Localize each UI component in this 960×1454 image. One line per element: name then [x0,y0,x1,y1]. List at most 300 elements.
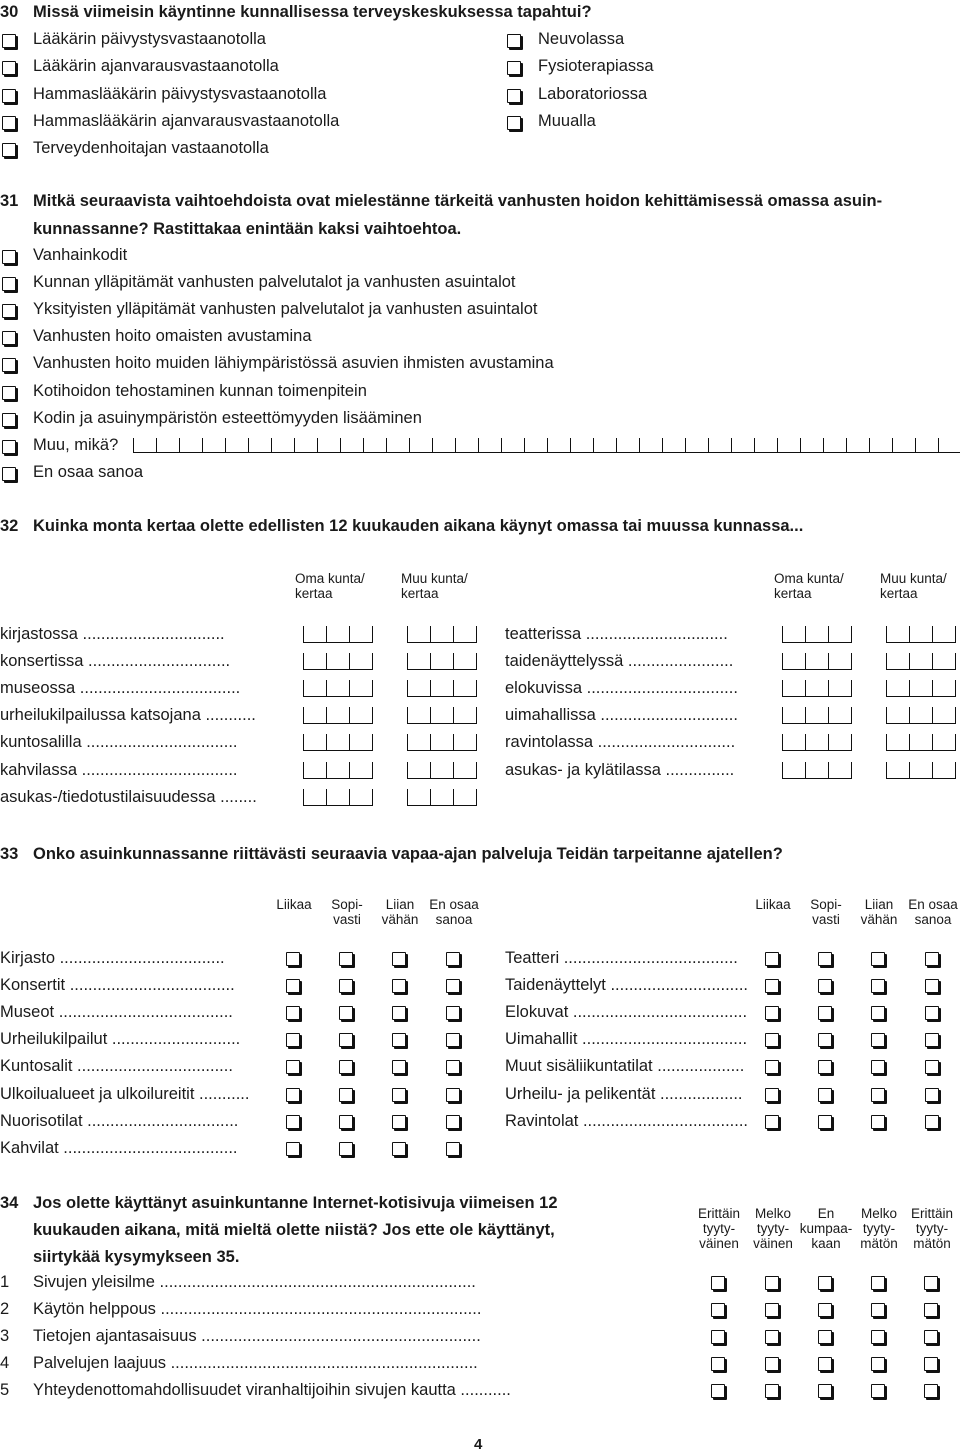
service-label: Kuntosalit .................................. [0,1057,233,1076]
rating-checkbox[interactable] [765,1115,779,1129]
scale-header-line: mätön [913,1236,951,1251]
scale-header [317,897,377,927]
other-count-field[interactable] [407,762,477,780]
rating-checkbox[interactable] [925,979,939,993]
digit-cell[interactable] [886,653,909,670]
question-header [0,840,960,868]
digit-cell[interactable] [932,707,956,724]
rating-checkbox[interactable] [818,1303,832,1317]
rating-checkbox[interactable] [392,1088,406,1102]
option-label: Kunnan ylläpitämät vanhusten palvelutalot ja vanhusten asuintalot [33,273,516,292]
char-cell[interactable] [846,438,869,453]
rating-checkbox[interactable] [392,1006,406,1020]
char-cell[interactable] [386,438,409,453]
rating-checkbox[interactable] [924,1384,938,1398]
digit-cell[interactable] [782,707,805,724]
digit-cell[interactable] [909,762,932,779]
digit-cell[interactable] [909,626,932,643]
checkbox[interactable] [507,89,521,103]
rating-checkbox[interactable] [392,1060,406,1074]
digit-cell[interactable] [886,626,909,643]
rating-checkbox[interactable] [339,1006,353,1020]
rating-checkbox[interactable] [765,1276,779,1290]
digit-cell[interactable] [303,789,326,806]
place-label: uimahallissa .............................. [505,706,738,725]
scale-header-line: Melko [754,1206,791,1221]
digit-cell[interactable] [828,653,852,670]
char-cell[interactable] [501,438,524,453]
char-cell[interactable] [179,438,202,453]
rating-checkbox[interactable] [818,1276,832,1290]
rating-checkbox[interactable] [286,1033,300,1047]
digit-cell[interactable] [407,680,430,697]
option-row [0,463,960,485]
digit-cell[interactable] [828,626,852,643]
rating-checkbox[interactable] [924,1330,938,1344]
own-count-field[interactable] [782,762,852,780]
char-cell[interactable] [616,438,639,453]
rating-checkbox[interactable] [446,952,460,966]
scale-header [743,897,803,912]
rating-checkbox[interactable] [818,1088,832,1102]
digit-cell[interactable] [932,734,956,751]
char-cell[interactable] [754,438,777,453]
char-cell[interactable] [708,438,731,453]
rating-checkbox[interactable] [818,1330,832,1344]
rating-checkbox[interactable] [765,979,779,993]
rating-checkbox[interactable] [818,1357,832,1371]
rating-checkbox[interactable] [871,1330,885,1344]
digit-cell[interactable] [805,707,828,724]
column-header [401,571,481,601]
char-cell[interactable] [363,438,386,453]
scale-header-line: vähän [381,912,419,927]
scale-header-line: En [817,1206,835,1221]
own-count-field[interactable] [303,707,373,725]
own-count-field[interactable] [782,680,852,698]
checkbox[interactable] [2,250,16,264]
digit-cell[interactable] [303,680,326,697]
rating-checkbox[interactable] [711,1357,725,1371]
digit-cell[interactable] [326,653,349,670]
rating-checkbox[interactable] [924,1276,938,1290]
rating-checkbox[interactable] [765,1330,779,1344]
char-cell[interactable] [662,438,685,453]
digit-cell[interactable] [453,626,477,643]
column-header [774,571,854,601]
other-count-field[interactable] [886,707,956,725]
digit-cell[interactable] [349,789,373,806]
rating-checkbox[interactable] [871,1357,885,1371]
question-header [0,1189,680,1273]
other-count-field[interactable] [886,626,956,644]
own-count-field[interactable] [303,762,373,780]
rating-checkbox[interactable] [286,1088,300,1102]
digit-cell[interactable] [453,789,477,806]
rating-checkbox[interactable] [711,1330,725,1344]
char-cell[interactable] [731,438,754,453]
digit-cell[interactable] [909,680,932,697]
option-row [0,436,960,458]
rating-checkbox[interactable] [711,1384,725,1398]
option-row [0,409,960,431]
rating-checkbox[interactable] [446,1088,460,1102]
char-cell[interactable] [202,438,225,453]
question-title: Onko asuinkunnassanne riittävästi seuraavia vapaa-ajan palveluja Teidän tarpeitanne ajatellen? [33,845,783,863]
digit-cell[interactable] [782,653,805,670]
digit-cell[interactable] [303,734,326,751]
rating-checkbox[interactable] [818,1060,832,1074]
digit-cell[interactable] [909,707,932,724]
rating-checkbox[interactable] [925,1060,939,1074]
rating-checkbox[interactable] [871,1033,885,1047]
char-cell[interactable] [248,438,271,453]
rating-checkbox[interactable] [871,1060,885,1074]
rating-checkbox[interactable] [871,952,885,966]
digit-cell[interactable] [453,680,477,697]
rating-checkbox[interactable] [925,1033,939,1047]
digit-cell[interactable] [326,626,349,643]
digit-cell[interactable] [430,762,453,779]
other-count-field[interactable] [886,653,956,671]
rating-checkbox[interactable] [818,1006,832,1020]
rating-checkbox[interactable] [924,1303,938,1317]
place-label: konsertissa ............................... [0,652,231,671]
rating-checkbox[interactable] [446,1142,460,1156]
option-row [0,354,960,376]
rating-checkbox[interactable] [286,1006,300,1020]
char-cell[interactable] [271,438,294,453]
digit-cell[interactable] [782,734,805,751]
rating-checkbox[interactable] [392,979,406,993]
scale-header-line: Liikaa [755,897,791,912]
rating-checkbox[interactable] [871,1276,885,1290]
scale-header [903,897,960,927]
digit-cell[interactable] [453,762,477,779]
rating-checkbox[interactable] [765,1006,779,1020]
digit-cell[interactable] [909,653,932,670]
char-cell[interactable] [777,438,800,453]
rating-checkbox[interactable] [446,1115,460,1129]
rating-checkbox[interactable] [818,1033,832,1047]
digit-cell[interactable] [349,626,373,643]
digit-cell[interactable] [326,789,349,806]
scale-header-line: tyyty- [862,1221,896,1236]
option-label: Vanhusten hoito muiden lähiympäristössä asuvien ihmisten avustamina [33,354,554,373]
digit-cell[interactable] [303,626,326,643]
rating-checkbox[interactable] [339,1088,353,1102]
own-count-field[interactable] [303,789,373,807]
rating-checkbox[interactable] [446,979,460,993]
checkbox[interactable] [2,277,16,291]
digit-cell[interactable] [828,762,852,779]
other-count-field[interactable] [886,734,956,752]
rating-checkbox[interactable] [446,1033,460,1047]
digit-cell[interactable] [932,626,956,643]
digit-cell[interactable] [909,734,932,751]
rating-checkbox[interactable] [871,1384,885,1398]
own-count-field[interactable] [303,734,373,752]
rating-checkbox[interactable] [765,1033,779,1047]
digit-cell[interactable] [453,653,477,670]
option-row [0,139,480,161]
checkbox[interactable] [2,358,16,372]
checkbox[interactable] [2,440,16,454]
rating-checkbox[interactable] [871,1088,885,1102]
rating-checkbox[interactable] [871,979,885,993]
digit-cell[interactable] [886,734,909,751]
digit-cell[interactable] [782,762,805,779]
rating-checkbox[interactable] [286,1060,300,1074]
rating-checkbox[interactable] [446,1006,460,1020]
digit-cell[interactable] [407,653,430,670]
digit-cell[interactable] [326,762,349,779]
rating-checkbox[interactable] [286,979,300,993]
other-count-field[interactable] [407,707,477,725]
digit-cell[interactable] [349,762,373,779]
digit-cell[interactable] [430,707,453,724]
digit-cell[interactable] [886,762,909,779]
digit-cell[interactable] [886,707,909,724]
char-cell[interactable] [570,438,593,453]
other-count-field[interactable] [407,680,477,698]
question-header [0,187,960,243]
char-cell[interactable] [800,438,823,453]
column-header [295,571,375,601]
own-count-field[interactable] [303,653,373,671]
rating-checkbox[interactable] [765,952,779,966]
char-cell[interactable] [892,438,915,453]
digit-cell[interactable] [805,734,828,751]
rating-checkbox[interactable] [286,1115,300,1129]
rating-checkbox[interactable] [711,1276,725,1290]
digit-cell[interactable] [326,680,349,697]
char-cell[interactable] [225,438,248,453]
rating-checkbox[interactable] [765,1303,779,1317]
other-count-field[interactable] [886,680,956,698]
rating-checkbox[interactable] [765,1060,779,1074]
digit-cell[interactable] [932,680,956,697]
digit-cell[interactable] [782,626,805,643]
checkbox[interactable] [2,386,16,400]
rating-checkbox[interactable] [392,1033,406,1047]
rating-checkbox[interactable] [925,1006,939,1020]
rating-checkbox[interactable] [818,952,832,966]
digit-cell[interactable] [407,707,430,724]
char-cell[interactable] [133,438,156,453]
own-count-field[interactable] [782,707,852,725]
rating-checkbox[interactable] [871,1006,885,1020]
column-header-unit: kertaa [880,586,918,601]
checkbox[interactable] [2,61,16,75]
scale-header-line: vasti [333,912,361,927]
digit-cell[interactable] [453,734,477,751]
item-label: Sivujen yleisilme ..................................................................... [33,1273,476,1291]
rating-checkbox[interactable] [339,1142,353,1156]
rating-checkbox[interactable] [339,1060,353,1074]
place-label: elokuvissa ................................. [505,679,738,698]
digit-cell[interactable] [430,680,453,697]
digit-cell[interactable] [430,626,453,643]
rating-checkbox[interactable] [339,1033,353,1047]
scale-header-line: kumpaa- [799,1221,853,1236]
digit-cell[interactable] [805,626,828,643]
digit-cell[interactable] [453,707,477,724]
option-label: Terveydenhoitajan vastaanotolla [33,139,269,158]
service-label: Uimahallit .................................... [505,1030,748,1049]
option-row [0,30,480,52]
column-header-line: Oma kunta/ [774,571,844,586]
checkbox[interactable] [507,34,521,48]
scale-header-line: En osaa [429,897,479,912]
char-cell[interactable] [409,438,432,453]
rating-checkbox[interactable] [339,952,353,966]
digit-cell[interactable] [828,707,852,724]
checkbox[interactable] [2,116,16,130]
rating-checkbox[interactable] [925,952,939,966]
digit-cell[interactable] [805,653,828,670]
digit-cell[interactable] [326,734,349,751]
char-cell[interactable] [478,438,501,453]
digit-cell[interactable] [349,680,373,697]
digit-cell[interactable] [407,734,430,751]
rating-checkbox[interactable] [818,1115,832,1129]
checkbox[interactable] [507,116,521,130]
digit-cell[interactable] [886,680,909,697]
checkbox[interactable] [2,143,16,157]
rating-checkbox[interactable] [446,1060,460,1074]
question-title: siirtykää kysymykseen 35. [33,1248,240,1266]
digit-cell[interactable] [303,653,326,670]
own-count-field[interactable] [782,653,852,671]
char-cell[interactable] [823,438,846,453]
digit-cell[interactable] [326,707,349,724]
char-cell[interactable] [340,438,363,453]
digit-cell[interactable] [303,762,326,779]
rating-checkbox[interactable] [286,1142,300,1156]
char-cell[interactable] [639,438,662,453]
other-count-field[interactable] [407,626,477,644]
char-cell[interactable] [938,438,960,453]
rating-checkbox[interactable] [925,1115,939,1129]
digit-cell[interactable] [349,653,373,670]
digit-cell[interactable] [828,734,852,751]
checkbox[interactable] [507,61,521,75]
own-count-field[interactable] [782,626,852,644]
char-cell[interactable] [317,438,340,453]
digit-cell[interactable] [932,762,956,779]
option-label: Vanhainkodit [33,246,128,264]
column-header-line: Muu kunta/ [401,571,468,586]
char-cell[interactable] [432,438,455,453]
rating-checkbox[interactable] [871,1303,885,1317]
column-header-unit: kertaa [774,586,812,601]
digit-cell[interactable] [407,789,430,806]
rating-checkbox[interactable] [925,1088,939,1102]
scale-header-line: sanoa [435,912,473,927]
rating-checkbox[interactable] [339,979,353,993]
rating-checkbox[interactable] [392,1115,406,1129]
rating-checkbox[interactable] [392,952,406,966]
digit-cell[interactable] [349,707,373,724]
digit-cell[interactable] [407,762,430,779]
column-header-unit: kertaa [295,586,333,601]
checkbox[interactable] [2,331,16,345]
other-count-field[interactable] [407,789,477,807]
option-row [505,85,805,107]
char-cell[interactable] [156,438,179,453]
checkbox[interactable] [2,89,16,103]
digit-cell[interactable] [782,680,805,697]
own-count-field[interactable] [303,626,373,644]
rating-checkbox[interactable] [818,1384,832,1398]
digit-cell[interactable] [932,653,956,670]
other-count-field[interactable] [886,762,956,780]
item-number: 1 [0,1273,10,1291]
char-cell[interactable] [685,438,708,453]
rating-checkbox[interactable] [286,952,300,966]
rating-checkbox[interactable] [392,1142,406,1156]
service-label: Urheilu- ja pelikentät .................. [505,1084,743,1103]
place-label: teatterissa ............................... [505,625,728,643]
own-count-field[interactable] [303,680,373,698]
char-cell[interactable] [294,438,317,453]
scale-header-line: väinen [699,1236,739,1251]
checkbox[interactable] [2,467,16,481]
char-cell[interactable] [869,438,892,453]
option-label: Neuvolassa [538,30,625,48]
own-count-field[interactable] [782,734,852,752]
char-cell[interactable] [915,438,938,453]
rating-checkbox[interactable] [765,1357,779,1371]
digit-cell[interactable] [805,762,828,779]
checkbox[interactable] [2,413,16,427]
option-row [505,30,805,52]
rating-checkbox[interactable] [765,1384,779,1398]
char-cell[interactable] [455,438,478,453]
char-cell[interactable] [547,438,570,453]
digit-cell[interactable] [805,680,828,697]
char-cell[interactable] [593,438,616,453]
rating-checkbox[interactable] [765,1088,779,1102]
service-label: Teatteri ...................................... [505,949,738,967]
other-count-field[interactable] [407,653,477,671]
scale-header-line: Melko [860,1206,897,1221]
rating-checkbox[interactable] [339,1115,353,1129]
option-label: Yksityisten ylläpitämät vanhusten palvelutalot ja vanhusten asuintalot [33,300,538,319]
char-cell[interactable] [524,438,547,453]
other-count-field[interactable] [407,734,477,752]
digit-cell[interactable] [430,734,453,751]
scale-header-line: Liikaa [276,897,312,912]
other-text-field[interactable] [133,438,960,454]
place-label: urheilukilpailussa katsojana ........... [0,706,256,725]
rating-checkbox[interactable] [818,979,832,993]
checkbox[interactable] [2,304,16,318]
place-label: kuntosalilla ................................. [0,733,238,752]
digit-cell[interactable] [430,653,453,670]
digit-cell[interactable] [303,707,326,724]
digit-cell[interactable] [828,680,852,697]
digit-cell[interactable] [430,789,453,806]
digit-cell[interactable] [407,626,430,643]
rating-checkbox[interactable] [871,1115,885,1129]
rating-checkbox[interactable] [924,1357,938,1371]
rating-checkbox[interactable] [711,1303,725,1317]
option-label: Kodin ja asuinympäristön esteettömyyden lisääminen [33,408,422,427]
checkbox[interactable] [2,34,16,48]
digit-cell[interactable] [349,734,373,751]
